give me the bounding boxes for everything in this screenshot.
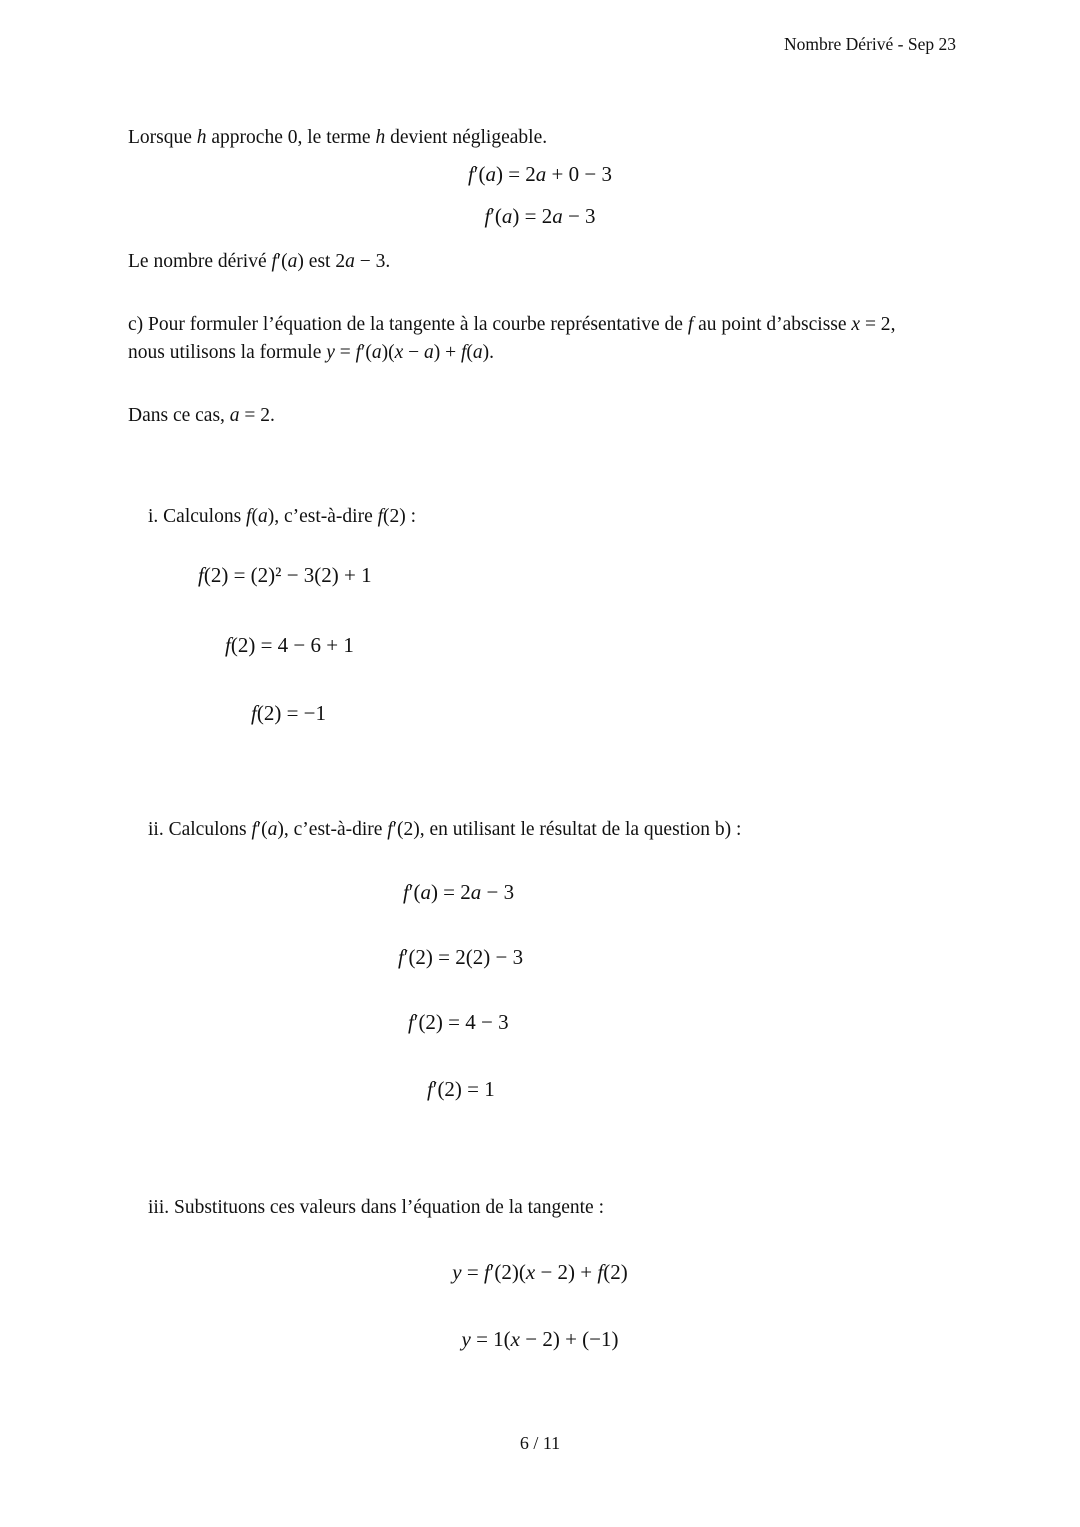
page-header: Nombre Dérivé - Sep 23 [783, 34, 956, 54]
equation-f2-step1: f(2) = (2)² − 3(2) + 1 [198, 563, 372, 587]
step-iii-label: iii. Substituons ces valeurs dans l’équation de la tangente : [148, 1197, 604, 1218]
equation-fprime-step3: f′(2) = 1 [427, 1077, 495, 1101]
equation-fprime-step1: f′(2) = 2(2) − 3 [398, 945, 524, 969]
page-number: 6 / 11 [519, 1433, 561, 1453]
equation-derivative-result: f′(a) = 2a − 3 [484, 204, 596, 228]
paragraph-c-line1: c) Pour formuler l’équation de la tangente à la courbe représentative de f au point d’abscisse x = 2, [128, 314, 896, 335]
equation-tangent-step2: y = 1(x − 2) + (−1) [461, 1327, 619, 1351]
equation-f2-step3: f(2) = −1 [251, 701, 327, 725]
paragraph-conclusion-b: Le nombre dérivé f′(a) est 2a − 3. [128, 251, 391, 272]
equation-f2-step2: f(2) = 4 − 6 + 1 [225, 633, 354, 657]
equation-fprime-recall: f′(a) = 2a − 3 [403, 880, 515, 904]
step-i-label: i. Calculons f(a), c’est-à-dire f(2) : [148, 506, 417, 527]
paragraph-c-line2: nous utilisons la formule y = f′(a)(x − a) + f(a). [128, 342, 495, 363]
step-ii-label: ii. Calculons f′(a), c’est-à-dire f′(2), en utilisant le résultat de la question b) : [148, 819, 742, 840]
paragraph-case-a: Dans ce cas, a = 2. [128, 405, 275, 426]
equation-derivative-expanded: f′(a) = 2a + 0 − 3 [468, 162, 612, 186]
paragraph-negligible: Lorsque h approche 0, le terme h devient négligeable. [128, 127, 548, 148]
equation-tangent-step1: y = f′(2)(x − 2) + f(2) [452, 1260, 628, 1284]
equation-fprime-step2: f′(2) = 4 − 3 [408, 1010, 509, 1034]
